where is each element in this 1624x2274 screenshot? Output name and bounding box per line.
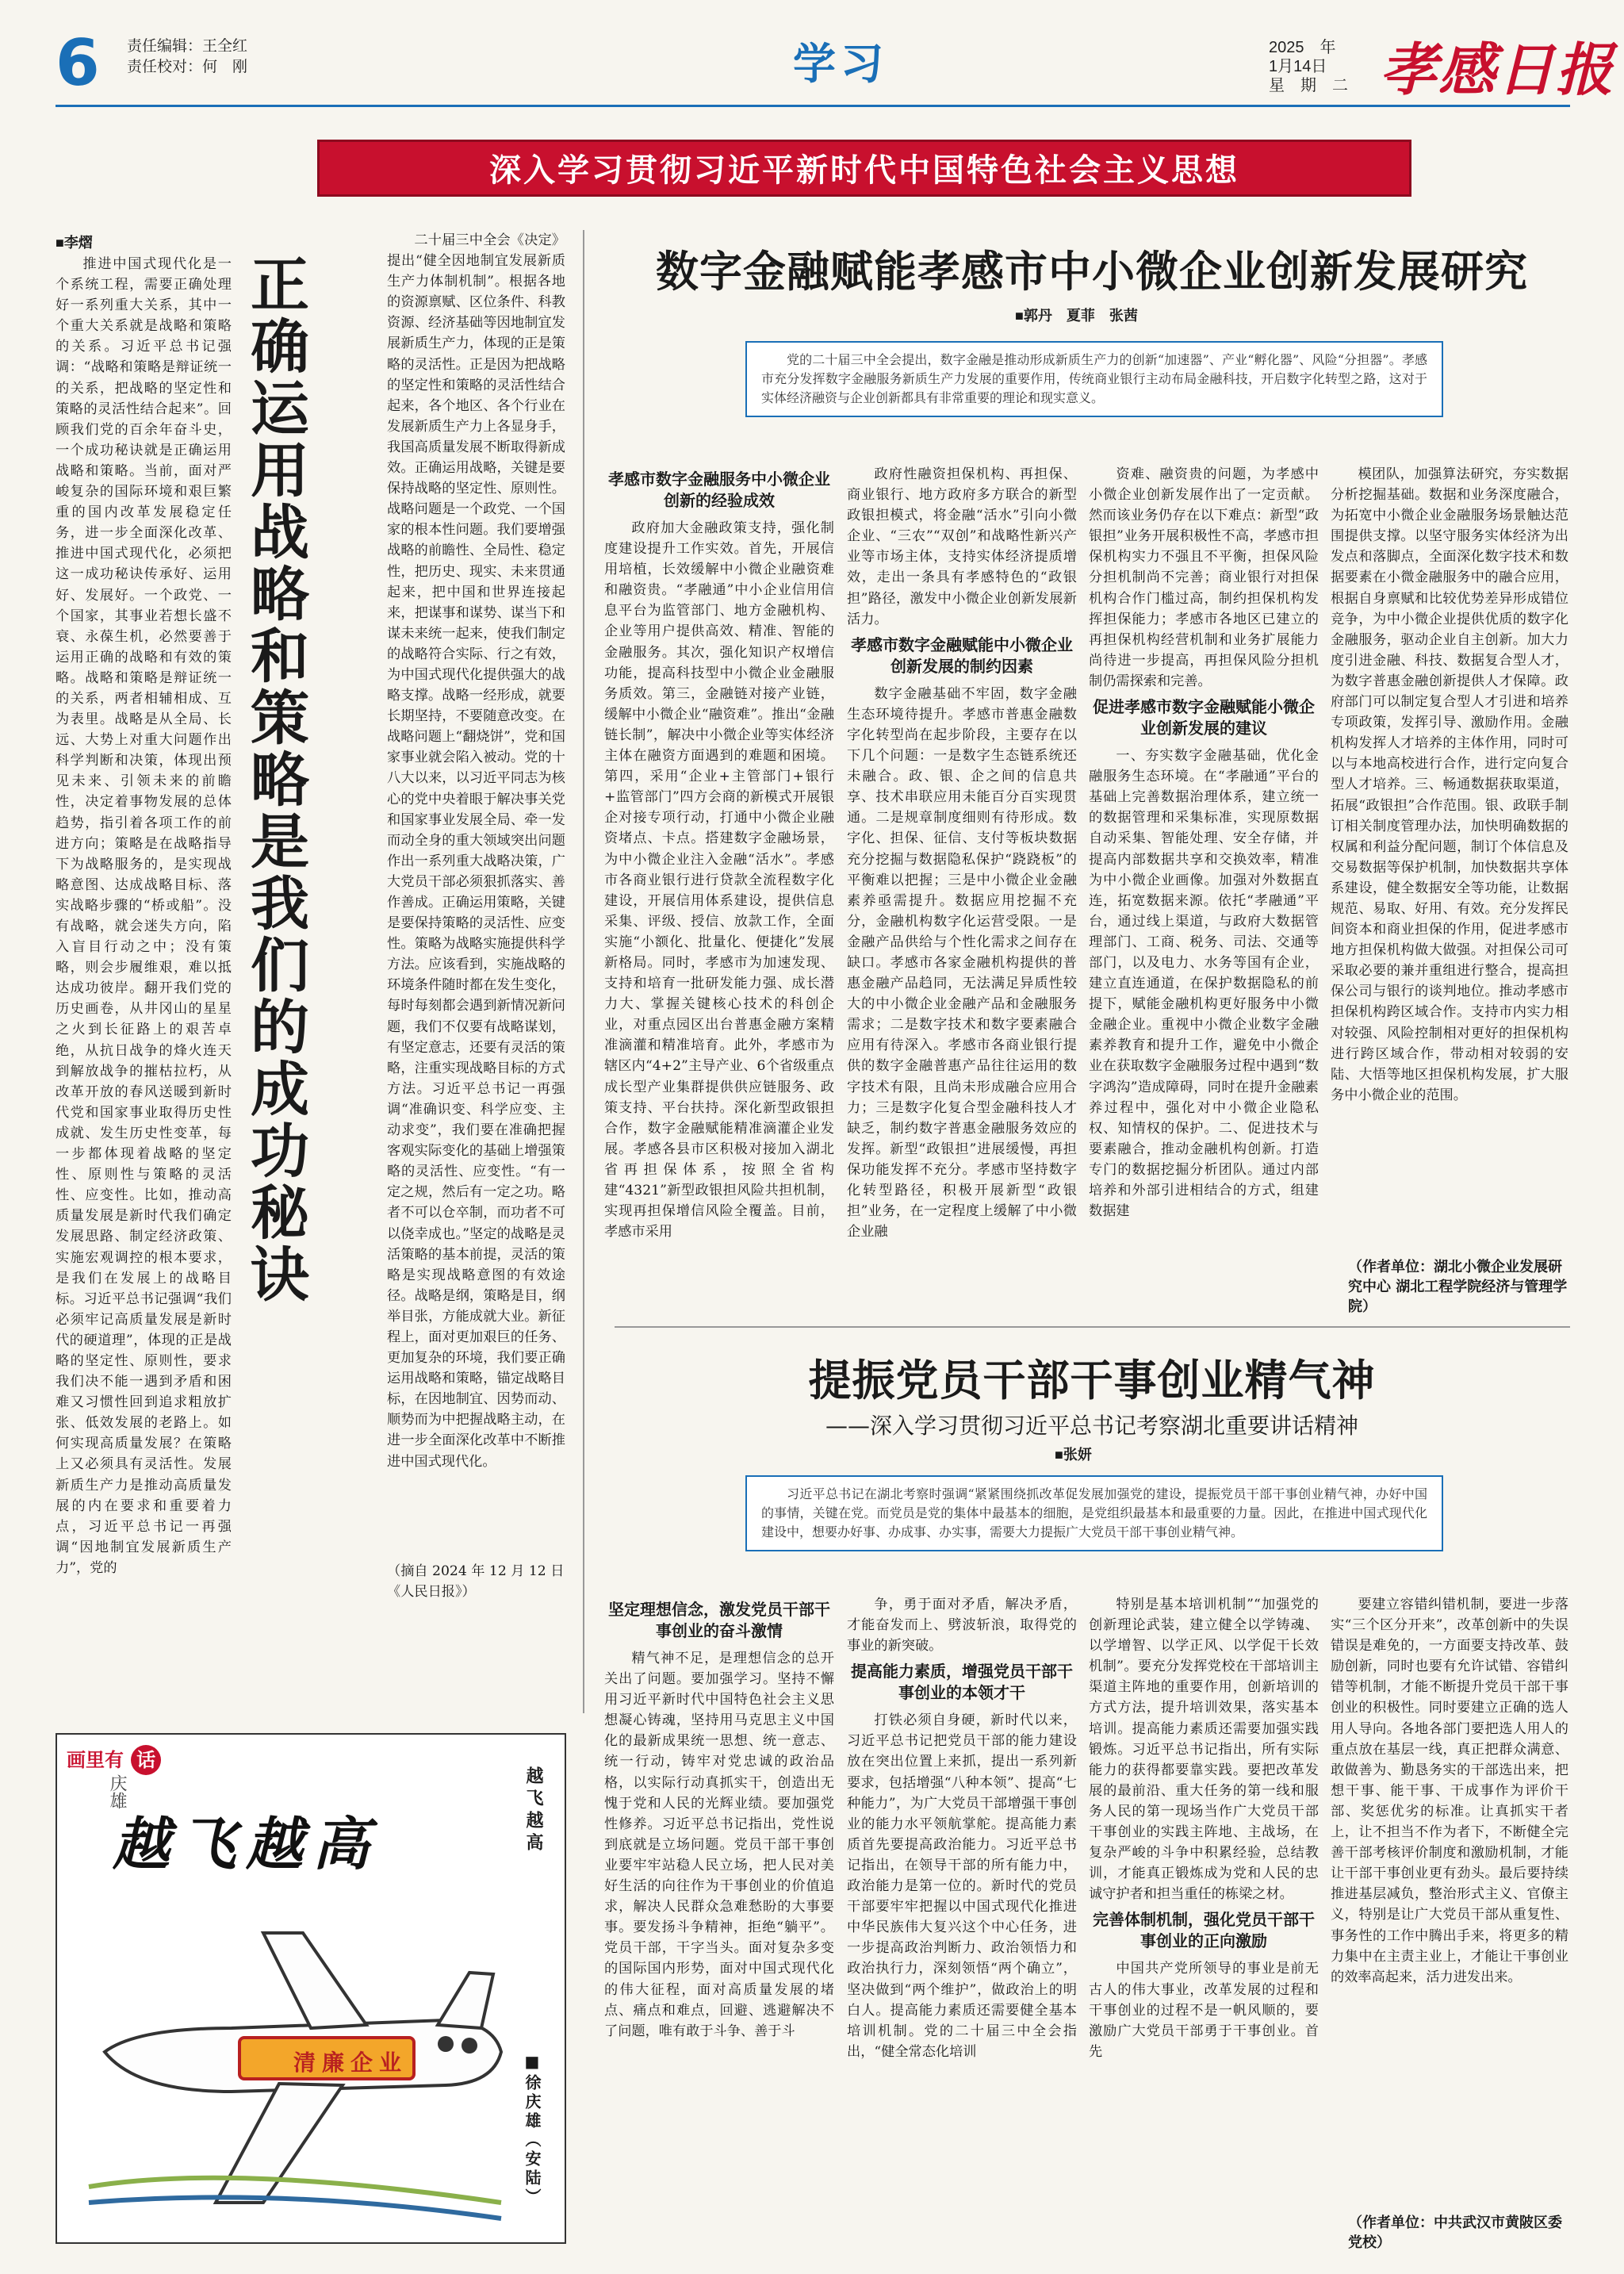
article3-col2b-text: 打铁必须自身硬，新时代以来，习近平总书记把党员干部的能力建设放在突出位置上来抓，提出一系列新要求，包括增强“八种本领”、提高“七种能力”，为广大党员干部增强干事创业的能力水平领航掌舵。提高能力素质首先要提高政治能力。习近平总书记指出，在领导干部的所有能力中，政治能力是第一位的。新时代的党员干部要牢牢把握以中国式现代化推进中华民族伟大复兴这个中心任务，进一步提高政治判断力、政治领悟力和政治执行力，深刻领悟“两个确立”，坚决做到“两个维护”，做政治上的明白人。提高能力素质还需要健全基本培训机制。党的二十届三中全会指出，“健全常态化培训 <box>847 1712 1077 2060</box>
article3-col2 <box>847 1594 1077 2253</box>
article2-subhead-1: 孝感市数字金融服务中小微企业创新的经验成效 <box>608 470 830 510</box>
article3-subhead-2: 提高能力素质，增强党员干部干事创业的本领才干 <box>851 1662 1073 1703</box>
cartoon-tag-badge: 话 <box>131 1745 161 1775</box>
section-title: 学习 <box>793 39 888 89</box>
article2-col2b-text: 数字金融基础不牢固，数字金融生态环境待提升。孝感市普惠金融数字化转型尚在起步阶段，主要存在以下几个问题：一是数字生态链系统还未融合。政、银、企之间的信息共享、技术串联应用未能百分百实现贯通。二是规章制度细则有待形成。数字化、担保、征信、支付等板块数据充分挖掘与数据隐私保护“跷跷板”的平衡难以把握；三是中小微企业金融素养亟需提升。数据应用挖掘不充分，金融机构数字化运营受限。一是金融产品供给与个性化需求之间存在缺口。孝感市各家金融机构提供的普惠金融产品趋同，无法满足异质性较大的中小微企业金融产品和金融服务需求；二是数字技术和数字要素融合应用有待深入。孝感市各商业银行提供的数字金融普惠产品往往运用的数字技术有限，且尚未形成融合应用合力；三是数字化复合型金融科技人才缺乏，制约数字普惠金融服务效应的发挥。新型“政银担”进展缓慢，再担保功能发挥不充分。孝感市坚持数字化转型路径，积极开展新型“政银担”业务，在一定程度上缓解了中小微企业融 <box>847 685 1077 1241</box>
article3-col1 <box>604 1594 834 2253</box>
article2-col3 <box>1089 464 1319 1317</box>
article1-col2-text: 二十届三中全会《决定》提出“健全因地制宜发展新质生产力体制机制”。根据各地的资源禀赋、区位条件、科教资源、经济基础等因地制宜发展新质生产力，体现的正是策略的灵活性。正是因为把战略的坚定性和策略的灵活性结合起来，各个地区、各个行业在发展新质生产力上各显身手，我国高质量发展不断取得新成效。正确运用战略，关键是要保持战略的坚定性、原则性。战略问题是一个政党、一个国家的根本性问题。我们要增强战略的前瞻性、全局性、稳定性，把历史、现实、未来贯通起来，把中国和世界连接起来，把谋事和谋势、谋当下和谋未来统一起来，使我们制定的战略符合实际、行之有效，为中国式现代化提供强大的战略支撑。战略一经形成，就要长期坚持，不要随意改变。在战略问题上“翻烧饼”，党和国家事业就会陷入被动。党的十八大以来，以习近平同志为核心的党中央着眼于解决事关党和国家事业发展全局、牵一发而动全身的重大领域突出问题作出一系列重大战略决策，广大党员干部必须狠抓落实、善作善成。正确运用策略，关键是要保持策略的灵活性、应变性。策略为战略实施提供科学方法。应该看到，实施战略的环境条件随时都在发生变化，每时每刻都会遇到新情况新问题，我们不仅要有战略谋划，有坚定意志，还要有灵活的策略，注重实现战略目标的方式方法。习近平总书记一再强调“准确识变、科学应变、主动求变”，我们要在准确把握客观实际变化的基础上增强策略的灵活性、应变性。“有一定之规，然后有一定之功。略者不可以仓卒制，而功者不可以侥幸成也。”坚定的战略是灵活策略的基本前提，灵活的策略是实现战略意图的有效途径。战略是纲，策略是目，纲举目张，方能成就大业。新征程上，面对更加艰巨的任务、更加复杂的环境，我们要正确运用战略和策略，锚定战略目标，在因地制宜、因势而动、顺势而为中把握战略主动，在进一步全面深化改革中不断推进中国式现代化。 <box>387 232 565 1470</box>
header-rule <box>56 105 1570 107</box>
article3-col2a-text: 争，勇于面对矛盾，解决矛盾，才能奋发而上、劈波斩浪，取得党的事业的新突破。 <box>847 1597 1077 1655</box>
article1-source: （摘自 2024 年 12 月 12 日《人民日报》） <box>387 1563 565 1600</box>
proofreader-name: 责任校对：何 刚 <box>127 59 248 75</box>
article1-col1 <box>56 254 232 1705</box>
cartoon-tag-text: 画里有 <box>67 1749 124 1771</box>
article3-subhead-3: 完善体制机制，强化党员干部干事创业的正向激励 <box>1093 1910 1315 1951</box>
article3-col4-text: 要建立容错纠错机制，要进一步落实“三个区分开来”，改革创新中的失误错误是难免的，一方面要支持改革、鼓励创新，同时也要有允许试错、容错纠错等机制，才能不断提升党员干部干事创业的积极性。同时要建立正确的选人用人导向。各地各部门要把选人用人的重点放在基层一线，真正把群众满意、敢做善为、勤恳务实的干部选出来，把想干事、能干事、干成事作为评价干部、奖惩优劣的标准。让真抓实干者上，让不担当不作为者下，不断健全完善干部考核评价制度和激励机制，才能让干部干事创业更有劲头。最后要持续推进基层减负，整治形式主义、官僚主义，特别是让广大党员干部从重复性、事务性的工作中腾出手来，将更多的精力集中在主责主业上，才能让干事创业的效率高起来，活力进发出来。 <box>1331 1597 1568 1985</box>
issue-date <box>1269 38 1348 95</box>
article3-byline: ■张妍 <box>1055 1447 1092 1463</box>
article2-byline: ■郭丹 夏菲 张茜 <box>1015 308 1138 324</box>
article2-subhead-2: 孝感市数字金融赋能中小微企业创新发展的制约因素 <box>851 635 1073 676</box>
article3-subhead-1: 坚定理想信念，激发党员干部干事创业的奋斗激情 <box>608 1600 830 1640</box>
cartoon-calligraphy: 越飞越高 <box>113 1810 380 1877</box>
article3-col1-text: 精气神不足，是理想信念的总开关出了问题。要加强学习。坚持不懈用习近平新时代中国特色社会主义思想凝心铸魂，坚持用马克思主义中国化的最新成果统一思想、统一意志、统一行动，铸牢对党忠诚的政治品格，以实际行动真抓实干，创造出无愧于党和人民的光辉业绩。要加强党性修养。习近平总书记指出，党性说到底就是立场问题。党员干部干事创业要牢牢站稳人民立场，把人民对美好生活的向往作为干事创业的价值追求，解决人民群众急难愁盼的大事要事。要发扬斗争精神，拒绝“躺平”。党员干部，干字当头。面对复杂多变的国际国内形势，面对中国式现代化的伟大征程，面对高质量发展的堵点、痛点和难点，回避、逃避解决不了问题，唯有敢于斗争、善于斗 <box>604 1651 834 2039</box>
article3-title: 提振党员干部干事创业精气神 <box>808 1356 1376 1405</box>
article-divider <box>615 1326 1570 1328</box>
article2-col1 <box>604 464 834 1317</box>
article2-col2 <box>847 464 1077 1317</box>
article2-col3a-text: 资难、融资贵的问题，为孝感中小微企业创新发展作出了一定贡献。然而该业务仍存在以下难点：新型“政银担”业务开展积极性不高，孝感市担保机构实力不强且不平衡，担保风险分担机制尚不完善；商业银行对担保机构合作门槛过高，制约担保机构发挥担保能力；孝感市各地区已建立的再担保机构经营机制和业务扩展能力尚待进一步提高，再担保风险分担机制仍需探索和完善。 <box>1089 466 1319 689</box>
article1-col1-text: 推进中国式现代化是一个系统工程，需要正确处理好一系列重大关系，其中一个重大关系就是战略和策略的关系。习近平总书记强调：“战略和策略是辩证统一的关系，把战略的坚定性和策略的灵活性结合起来”。回顾我们党的百余年奋斗史，一个成功秘诀就是正确运用战略和策略。当前，面对严峻复杂的国际环境和艰巨繁重的国内改革发展稳定任务，进一步全面深化改革、推进中国式现代化，必须把这一成功秘诀传承好、运用好、发展好。一个政党、一个国家，其事业若想长盛不衰、永葆生机，必然要善于运用正确的战略和有效的策略。战略和策略是辩证统一的关系，两者相辅相成、互为表里。战略是从全局、长远、大势上对重大问题作出科学判断和决策，体现出预见未来、引领未来的前瞻性，决定着事物发展的总体趋势，指引着各项工作的前进方向；策略是在战略指导下为战略服务的，是实现战略意图、达成战略目标、落实战略步骤的“桥或船”。没有战略，就会迷失方向，陷入盲目行动之中；没有策略，则会步履维艰，难以抵达成功彼岸。翻开我们党的历史画卷，从井冈山的星星之火到长征路上的艰苦卓绝，从抗日战争的烽火连天到解放战争的摧枯拉朽，从改革开放的春风送暖到新时代党和国家事业取得历史性成就、发生历史性变革，每一步都体现着战略的坚定性、原则性与策略的灵活性、应变性。比如，推动高质量发展是新时代我们确定发展思路、制定经济政策、实施宏观调控的根本要求，是我们在发展上的战略目标。习近平总书记强调“我们必须牢记高质量发展是新时代的硬道理”，体现的正是战略的坚定性、原则性，要求我们决不能一遇到矛盾和困难又习惯性回到追求粗放扩张、低效发展的老路上。如何实现高质量发展？在策略上又必须具有灵活性。发展新质生产力是推动高质量发展的内在要求和重要着力点，习近平总书记一再强调“因地制宜发展新质生产力”，党的 <box>56 256 232 1576</box>
article3-col3 <box>1089 1594 1319 2253</box>
article3-col3a-text: 特别是基本培训机制”“加强党的创新理论武装，建立健全以学铸魂、以学增智、以学正风、以学促干长效机制”。要充分发挥党校在干部培训主渠道主阵地的重要作用，创新培训的方式方法，提升培训效果，落实基本培训。提高能力素质还需要加强实践锻炼。习近平总书记指出，所有实际能力的获得都要靠实践。要把改革发展的最前沿、重大任务的第一线和服务人民的第一现场当作广大党员干部干事创业的实践主阵地、主战场，在复杂严峻的斗争中积累经验，总结教训，才能真正锻炼成为党和人民的忠诚守护者和担当重任的栋梁之材。 <box>1089 1597 1319 1903</box>
editor-name: 责任编辑：王全红 <box>127 38 248 55</box>
cartoon-title: 越飞越高 <box>523 1766 543 1855</box>
article1-col2 <box>387 230 565 1555</box>
article2-title: 数字金融赋能孝感市中小微企业创新发展研究 <box>656 247 1528 297</box>
editor-credits <box>127 36 247 78</box>
date-year: 2025 年 <box>1269 39 1336 56</box>
article1-title: 正确运用战略和策略是我们的成功秘诀 <box>241 254 309 1306</box>
article2-col3b-text: 一、夯实数字金融基础，优化金融服务生态环境。在“孝融通”平台的基础上完善数据治理体系，建立统一的数据管理和采集标准，实现原数据自动采集、智能处理、安全存储，并提高内部数据共享和交换效率，精准为中小微企业画像。加强对外数据直连，拓宽数据来源。依托“孝融通”平台，通过线上渠道，与政府大数据管理部门、工商、税务、司法、交通等部门，以及电力、水务等国有企业，建立直连通道，在保护数据隐私的前提下，赋能金融机构更好服务中小微金融企业。重视中小微企业数字金融素养教育和提升工作，避免中小微企业在获取数字金融服务过程中遇到“数字鸿沟”造成障碍，同时在提升金融素养过程中，强化对中小微企业隐私权、知情权的保护。二、促进技术与要素融合，推动金融机构创新。打造专门的数据挖掘分析团队。通过内部培养和外部引进相结合的方式，组建数据建 <box>1089 748 1319 1220</box>
article2-affiliation: （作者单位：湖北小微企业发展研究中心 湖北工程学院经济与管理学院） <box>1348 1259 1568 1315</box>
article2-col1-text: 政府加大金融政策支持，强化制度建设提升工作实效。首先，开展信用培植，长效缓解中小微企业融资难和融资贵。“孝融通”中小企业信用信息平台为监管部门、地方金融机构、企业等用户提供高效、精准、智能的金融服务。其次，强化知识产权增信功能，提高科技型中小微企业金融服务质效。第三，金融链对接产业链，缓解中小微企业“融资难”。推出“金融链长制”，解决中小微企业等实体经济主体在融资方面遇到的难题和困境。第四，采用“企业+主管部门+银行+监管部门”四方会商的新模式开展银企对接专项行动，打通中小微企业融资堵点、卡点。搭建数字金融场景，为中小微企业注入金融“活水”。孝感市各商业银行进行贷款全流程数字化建设，开展信用体系建设，提供信息采集、评级、授信、放款工作，全面实施“小额化、批量化、便捷化”发展新格局。同时，孝感市为加速发现、支持和培育一批研发能力强、成长潜力大、掌握关键核心技术的科创企业，对重点园区出台普惠金融方案精准滴灌和精准培育。此外，孝感市为辖区内“4+2”主导产业、6个省级重点成长型产业集群提供供应链服务、政策支持、平台扶持。深化新型政银担合作，数字金融赋能精准滴灌企业发展。孝感各县市区积极对接加入湖北省再担保体系，按照全省构建“4321”新型政银担风险共担机制，实现再担保增信风险全覆盖。目前，孝感市采用 <box>604 520 834 1241</box>
cartoon-panel <box>56 1733 566 2244</box>
article2-col2a-text: 政府性融资担保机构、再担保、商业银行、地方政府多方联合的新型政银担模式，将金融“活水”引向小微企业、“三农”“双创”和战略性新兴产业等市场主体，支持实体经济提质增效，走出一条具有孝感特色的“政银担”路径，激发中小微企业创新发展新活力。 <box>847 466 1077 627</box>
article3-summary: 习近平总书记在湖北考察时强调“紧紧围绕抓改革促发展加强党的建设，提振党员干部干事创业精气神，办好中国的事情，关键在党。而党员是党的集体中最基本的细胞，是党组织最基本和最重要的力量。因此，在推进中国式现代化建设中，想要办好事、办成事、办实事，需要大力提振广大党员干部干事创业精气神。 <box>745 1475 1443 1551</box>
article3-col4 <box>1331 1594 1568 2205</box>
article3-subtitle: ——深入学习贯彻习近平总书记考察湖北重要讲话精神 <box>825 1413 1358 1439</box>
theme-banner: 深入学习贯彻习近平新时代中国特色社会主义思想 <box>317 140 1411 197</box>
date-weekday: 星 期 二 <box>1269 77 1348 94</box>
article2-col4-text: 模团队，加强算法研究，夯实数据分析挖掘基础。数据和业务深度融合，为拓宽中小微企业金融服务场景触达范围提供支撑。以坚守服务实体经济为出发点和落脚点，全面深化数字技术和数据要素在小微金融服务中的融合应用，根据自身禀赋和比较优势差异形成错位竞争，为中小微企业提供优质的数字化金融服务，驱动企业自主创新。加大力度引进金融、科技、数据复合型人才，为数字普惠金融创新提供人才保障。政府部门可以制定复合型人才引进和培养专项政策，发挥引导、激励作用。金融机构发挥人才培养的主体作用，同时可以与本地高校进行合作，进行定向复合型人才培养。三、畅通数据获取渠道，拓展“政银担”合作范围。银、政联手制订相关制度管理办法，加快明确数据的权属和利益分配问题，制订个体信息及交易数据等保护机制，加快数据共享体系建设，健全数据安全等功能，让数据规范、易取、好用、有效。充分发挥民间资本和商业担保的作用，促进孝感市地方担保机构做大做强。对担保公司可采取必要的兼并重组进行整合，提高担保公司与银行的谈判地位。推动孝感市担保机构跨区域合作。支持市内实力相对较强、风险控制相对更好的担保机构进行跨区域合作，带动相对较弱的安陆、大悟等地区担保机构发展，扩大服务中小微企业的范围。 <box>1331 466 1568 1103</box>
cartoon-plane-label: 清廉企业 <box>293 2050 408 2076</box>
page-number: 6 <box>56 26 100 100</box>
article3-affiliation: （作者单位：中共武汉市黄陂区委党校） <box>1348 2215 1562 2251</box>
column-divider <box>583 230 584 1713</box>
article1-byline: ■李熠 <box>56 235 93 251</box>
cartoon-author: ■徐庆雄（安陆） <box>523 2052 542 2207</box>
article3-col3b-text: 中国共产党所领导的事业是前无古人的伟大事业，改革发展的过程和干事创业的过程不是一帆风顺的，要激励广大党员干部勇于干事创业。首先 <box>1089 1961 1319 2060</box>
masthead-logo: 孝感日报 <box>1380 36 1615 103</box>
article2-subhead-3: 促进孝感市数字金融赋能小微企业创新发展的建议 <box>1093 697 1315 738</box>
cartoon-signature: 庆雄 <box>107 1774 127 1809</box>
article2-summary: 党的二十届三中全会提出，数字金融是推动形成新质生产力的创新“加速器”、产业“孵化器”、风险“分担器”。孝感市充分发挥数字金融服务新质生产力发展的重要作用，传统商业银行主动布局金融科技，开启数字化转型之路，这对于实体经济融资与企业创新都具有非常重要的理论和现实意义。 <box>745 341 1443 417</box>
cartoon-tag <box>67 1744 161 1775</box>
article2-col4 <box>1331 464 1568 1257</box>
date-day: 1月14日 <box>1269 58 1327 75</box>
